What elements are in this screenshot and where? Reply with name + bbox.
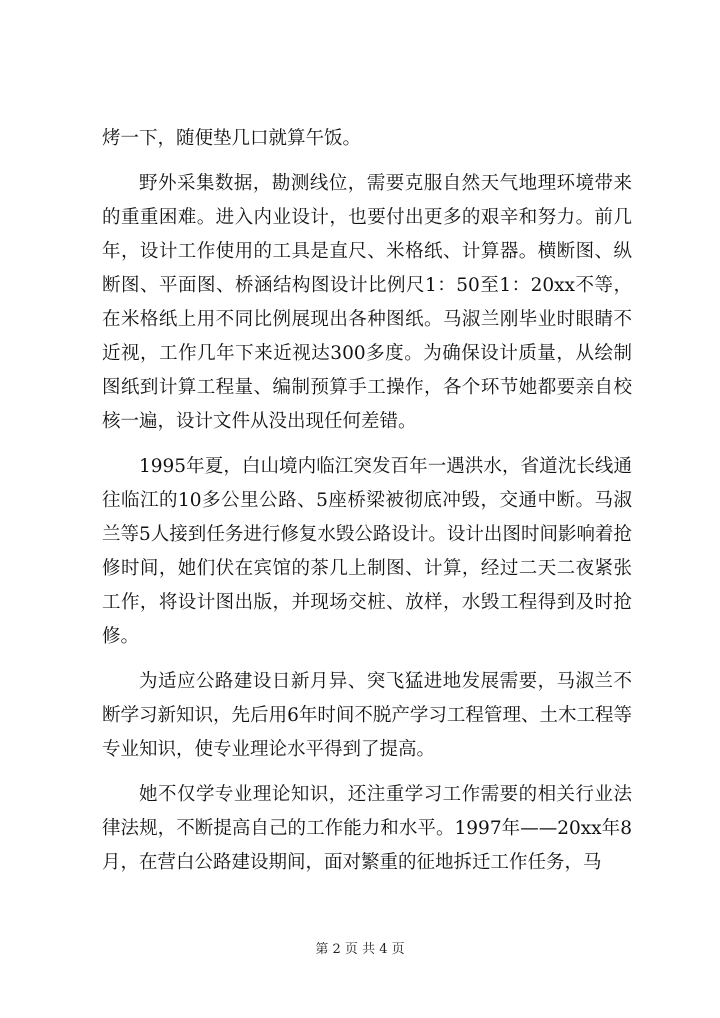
paragraph-5: 她不仅学专业理论知识，还注重学习工作需要的相关行业法律法规，不断提高自己的工作能力和水平。1997年——20xx年8月，在营白公路建设期间，面对繁重的征地拆迁工作任务，马	[102, 784, 632, 873]
paragraph-4: 为适应公路建设日新月异、突飞猛进地发展需要，马淑兰不断学习新知识，先后用6年时间不脱产学习工程管理、土木工程等专业知识，使专业理论水平得到了提高。	[102, 671, 632, 760]
paragraph-3: 1995年夏，白山境内临江突发百年一遇洪水，省道沈长线通往临江的10多公里公路、5座桥梁被彻底冲毁，交通中断。马淑兰等5人接到任务进行修复水毁公路设计。设计出图时间影响着抢修时间，她们伏在宾馆的茶几上制图、计算，经过二天二夜紧张工作，将设计图出版，并现场交桩、放样，水毁工程得到及时抢修。	[102, 456, 632, 647]
page-footer: 第 2 页 共 4 页	[315, 942, 405, 957]
document-body	[102, 122, 632, 891]
paragraph-2: 野外采集数据，勘测线位，需要克服自然天气地理环境带来的重重困难。进入内业设计，也要付出更多的艰辛和努力。前几年，设计工作使用的工具是直尺、米格纸、计算器。横断图、纵断图、平面图、桥涵结构图设计比例尺1：50至1：20xx不等，在米格纸上用不同比例展现出各种图纸。马淑兰刚毕业时眼睛不近视，工作几年下来近视达300多度。为确保设计质量，从绘制图纸到计算工程量、编制预算手工操作，各个环节她都要亲自校核一遍，设计文件从没出现任何差错。	[102, 173, 632, 432]
paragraph-1: 烤一下，随便垫几口就算午饭。	[102, 128, 362, 149]
